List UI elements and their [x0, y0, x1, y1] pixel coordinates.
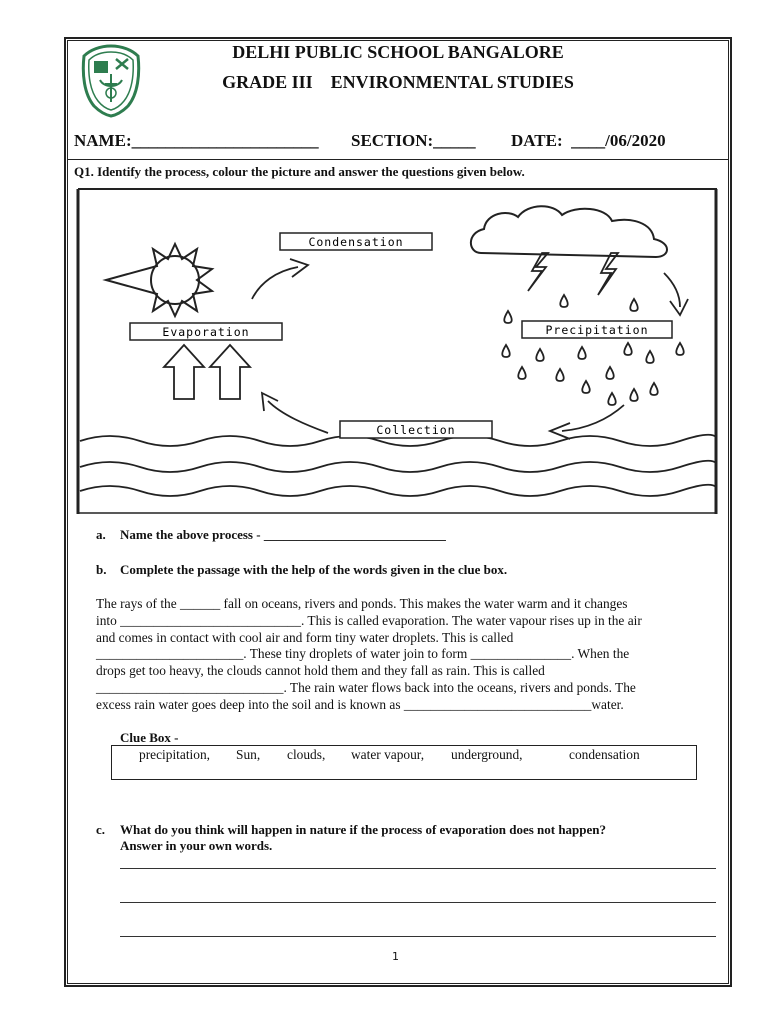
school-name: DELHI PUBLIC SCHOOL BANGALORE: [232, 42, 564, 62]
clue-word: clouds,: [287, 747, 326, 762]
clue-word: precipitation,: [139, 747, 211, 762]
passage: [96, 596, 642, 714]
evaporation-arrows-icon: [164, 345, 250, 399]
sun-icon: [106, 244, 212, 316]
grade-subject: GRADE III ENVIRONMENTAL STUDIES: [222, 72, 574, 92]
passage-line: into ___________________________. This is called evaporation. The water vapour rises up in the air: [96, 612, 642, 628]
date-field[interactable]: DATE: ____/06/2020: [511, 131, 666, 150]
clue-word: Sun,: [236, 747, 261, 762]
label-condensation: Condensation: [308, 235, 404, 249]
clue-word: condensation: [569, 747, 640, 762]
part-b-marker: b.: [96, 562, 107, 577]
part-c-question: What do you think will happen in nature if the process of evaporation does not happen?: [120, 822, 607, 837]
part-b-question: Complete the passage with the help of the words given in the clue box.: [120, 562, 508, 577]
clue-word: underground,: [451, 747, 523, 762]
page-number: 1: [392, 950, 399, 963]
part-a-question[interactable]: Name the above process - ____________________________: [120, 527, 446, 542]
answer-line[interactable]: [120, 902, 716, 903]
cycle-arrows: [252, 259, 688, 439]
water-cycle-diagram: [76, 187, 719, 516]
label-collection: Collection: [376, 423, 456, 437]
passage-line: excess rain water goes deep into the soil and is known as ____________________________water.: [96, 696, 624, 712]
label-evaporation: Evaporation: [162, 325, 250, 339]
section-field[interactable]: SECTION:_____: [351, 131, 476, 150]
header-divider: [67, 159, 729, 160]
answer-line[interactable]: [120, 868, 716, 869]
passage-line: The rays of the ______ fall on oceans, rivers and ponds. This makes the water warm and it changes: [96, 596, 628, 611]
lightning-icon: [528, 253, 618, 295]
cloud-icon: [471, 206, 667, 257]
passage-line: ____________________________. The rain water flows back into the oceans, rivers and ponds. The: [96, 679, 636, 695]
part-a-marker: a.: [96, 527, 106, 542]
clue-word: water vapour,: [351, 747, 425, 762]
part-c-marker: c.: [96, 822, 106, 837]
name-field[interactable]: NAME:______________________: [74, 131, 319, 150]
answer-line[interactable]: [120, 936, 716, 937]
clue-box-title: Clue Box -: [120, 730, 179, 745]
raindrops-icon: [502, 295, 684, 405]
passage-line: ______________________. These tiny droplets of water join to form _______________. When the: [96, 646, 630, 662]
part-c-instruction: Answer in your own words.: [120, 838, 273, 853]
passage-line: and comes in contact with cool air and form tiny water droplets. This is called: [96, 629, 514, 645]
label-precipitation: Precipitation: [545, 323, 649, 337]
question-1-title: Q1. Identify the process, colour the picture and answer the questions given below.: [74, 164, 525, 179]
passage-line: drops get too heavy, the clouds cannot hold them and they fall as rain. This is called: [96, 663, 545, 679]
water-waves: [80, 435, 716, 496]
